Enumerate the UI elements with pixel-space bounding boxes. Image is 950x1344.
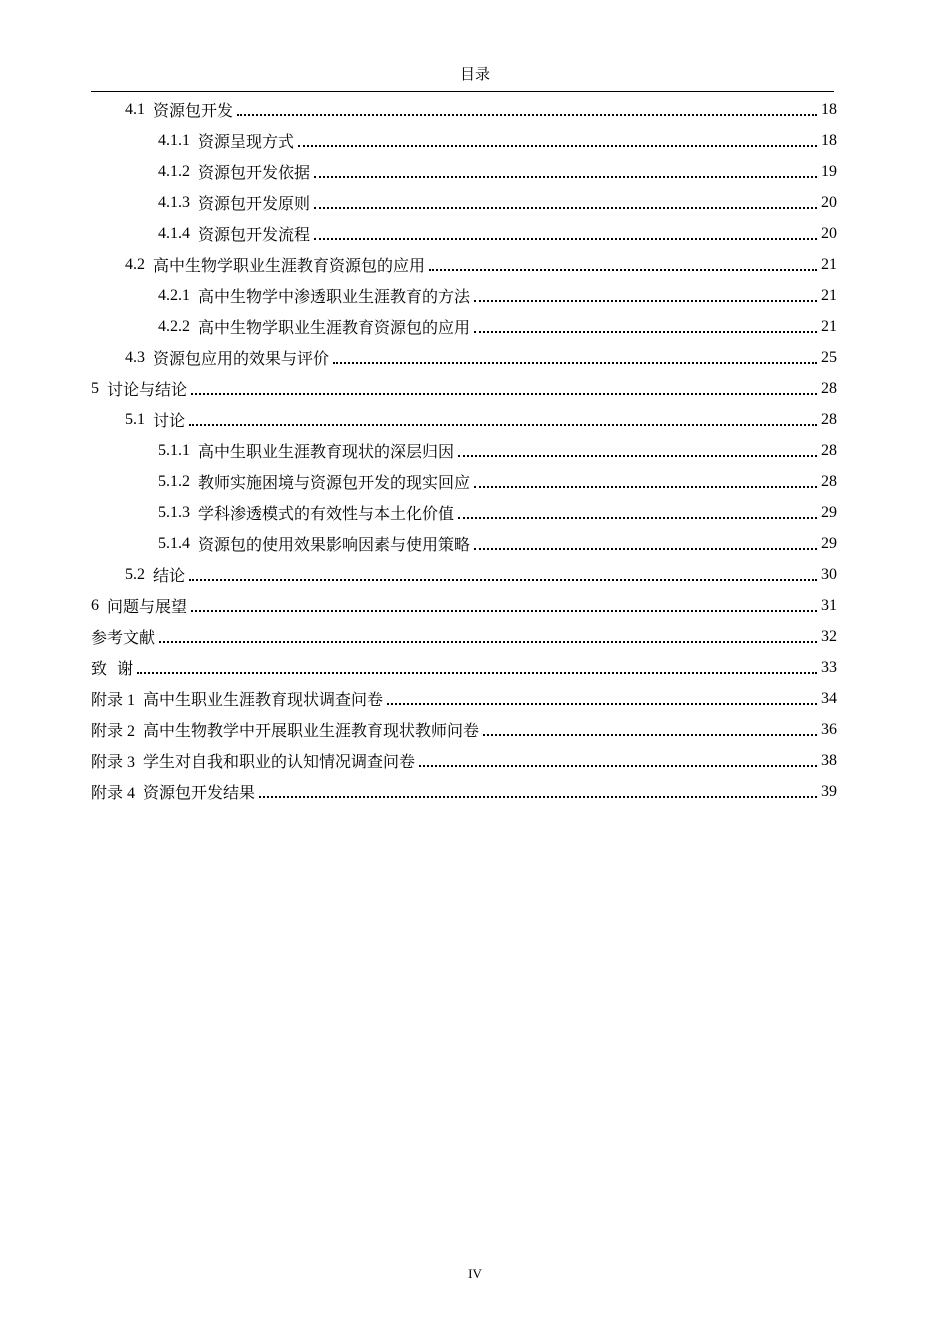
footer-page-number: IV <box>468 1266 482 1281</box>
toc-entry[interactable] <box>91 590 837 621</box>
toc-entry-text <box>158 129 294 152</box>
toc-entry-label: 致 谢 <box>91 659 134 678</box>
toc-leader-dots <box>333 361 817 364</box>
toc-entry-label: 高中生职业生涯教育现状调查问卷 <box>143 690 384 709</box>
page-header-title: 目录 <box>459 65 490 83</box>
toc-entry[interactable] <box>91 497 837 528</box>
toc-entry-page: 21 <box>821 317 837 335</box>
toc-entry-page: 19 <box>821 162 837 180</box>
toc-entry-page: 25 <box>821 348 837 366</box>
toc-entry-text <box>91 749 415 772</box>
toc-leader-dots <box>137 671 817 674</box>
toc-entry-page: 20 <box>821 193 837 211</box>
toc-entry-number: 5.1 <box>125 410 145 428</box>
toc-entry-page: 39 <box>821 782 837 800</box>
toc-entry-text <box>125 98 233 121</box>
header-rule <box>91 91 834 92</box>
toc-entry-text <box>91 594 187 617</box>
toc-leader-dots <box>314 175 817 178</box>
toc-entry-page: 29 <box>821 503 837 521</box>
toc-entry-page: 21 <box>821 255 837 273</box>
toc-entry-page: 28 <box>821 441 837 459</box>
toc-entry-text <box>158 160 310 183</box>
toc-entry-number: 5.2 <box>125 565 145 583</box>
toc-entry-number: 4.2.1 <box>158 286 190 304</box>
toc-entry-page: 34 <box>821 689 837 707</box>
toc-entry-number: 4.1.1 <box>158 131 190 149</box>
toc-entry-text <box>158 501 454 524</box>
toc-entry[interactable] <box>91 528 837 559</box>
toc-entry-text <box>91 780 255 803</box>
toc-entry-label: 高中生物学中渗透职业生涯教育的方法 <box>198 287 471 306</box>
toc-entry-number: 附录 2 <box>91 723 136 740</box>
toc-entry-text <box>91 377 187 400</box>
toc-entry-number: 4.3 <box>125 348 145 366</box>
toc-entry-page: 18 <box>821 131 837 149</box>
toc-entry-number: 4.1 <box>125 100 145 118</box>
toc-entry[interactable] <box>91 466 837 497</box>
toc-leader-dots <box>474 547 817 550</box>
toc-entry-page: 36 <box>821 720 837 738</box>
toc-leader-dots <box>191 392 817 395</box>
toc-leader-dots <box>259 795 817 798</box>
toc-entry-page: 31 <box>821 596 837 614</box>
toc-entry-number: 5.1.4 <box>158 534 190 552</box>
toc-entry-label: 教师实施困境与资源包开发的现实回应 <box>198 473 471 492</box>
toc-entry[interactable] <box>91 125 837 156</box>
toc-leader-dots <box>298 144 817 147</box>
toc-entry-number: 附录 3 <box>91 754 136 771</box>
toc-entry-page: 33 <box>821 658 837 676</box>
toc-entry[interactable] <box>91 621 837 652</box>
toc-leader-dots <box>458 454 817 457</box>
toc-entry-page: 20 <box>821 224 837 242</box>
toc-entry-text <box>91 687 383 710</box>
toc-entry-label: 高中生职业生涯教育现状的深层归因 <box>198 442 455 461</box>
toc-entry-page: 28 <box>821 472 837 490</box>
toc-entry-text <box>91 718 479 741</box>
toc-entry-number: 6 <box>91 596 99 614</box>
toc-entry-text <box>158 222 310 245</box>
toc-entry-number: 附录 4 <box>91 785 136 802</box>
toc-entry[interactable] <box>91 373 837 404</box>
toc-entry-number: 5.1.3 <box>158 503 190 521</box>
toc-entry-number: 4.2.2 <box>158 317 190 335</box>
toc-entry-page: 30 <box>821 565 837 583</box>
toc-entry-page: 21 <box>821 286 837 304</box>
toc-entry-label: 学生对自我和职业的认知情况调查问卷 <box>143 752 416 771</box>
toc-entry-label: 资源呈现方式 <box>198 132 295 151</box>
toc-entry-text <box>158 470 470 493</box>
toc-entry[interactable] <box>91 745 837 776</box>
toc-entry-label: 高中生物教学中开展职业生涯教育现状教师问卷 <box>143 721 480 740</box>
toc-leader-dots <box>483 733 817 736</box>
toc-entry-label: 参考文献 <box>91 628 156 647</box>
toc-entry-label: 高中生物学职业生涯教育资源包的应用 <box>198 318 471 337</box>
toc-entry[interactable] <box>91 311 837 342</box>
toc-leader-dots <box>419 764 817 767</box>
toc-entry-label: 资源包开发流程 <box>198 225 311 244</box>
toc-entry-text <box>158 315 470 338</box>
toc-entry[interactable] <box>91 404 837 435</box>
toc-entry-text <box>91 625 155 648</box>
toc-entry-label: 资源包开发原则 <box>198 194 311 213</box>
toc-entry-text <box>158 284 470 307</box>
toc-entry-label: 资源包开发依据 <box>198 163 311 182</box>
toc-entry-label: 资源包的使用效果影响因素与使用策略 <box>198 535 471 554</box>
toc-leader-dots <box>387 702 817 705</box>
toc-leader-dots <box>458 516 817 519</box>
toc-entry-label: 讨论 <box>153 411 186 430</box>
toc-entry-text <box>125 253 425 276</box>
toc-leader-dots <box>314 237 817 240</box>
toc-entry-number: 5 <box>91 379 99 397</box>
toc-entry-page: 28 <box>821 410 837 428</box>
toc-leader-dots <box>189 423 817 426</box>
toc-entry[interactable] <box>91 776 837 807</box>
toc-entry[interactable] <box>91 342 837 373</box>
toc-entry-page: 29 <box>821 534 837 552</box>
toc-entry-label: 讨论与结论 <box>107 380 188 399</box>
toc-entry-number: 附录 1 <box>91 692 136 709</box>
toc-leader-dots <box>474 330 817 333</box>
toc-entry-label: 资源包开发 <box>153 101 234 120</box>
toc-entry-label: 结论 <box>153 566 186 585</box>
toc-entry[interactable] <box>91 683 837 714</box>
toc-entry-number: 4.1.2 <box>158 162 190 180</box>
toc-entry-text <box>125 563 185 586</box>
toc-entry[interactable] <box>91 280 837 311</box>
toc-entry-text <box>125 408 185 431</box>
table-of-contents <box>91 94 837 807</box>
toc-entry[interactable] <box>91 249 837 280</box>
toc-entry-page: 32 <box>821 627 837 645</box>
toc-entry-label: 问题与展望 <box>107 597 188 616</box>
toc-entry[interactable] <box>91 559 837 590</box>
toc-entry-page: 28 <box>821 379 837 397</box>
toc-leader-dots <box>159 640 817 643</box>
toc-leader-dots <box>474 299 817 302</box>
toc-entry[interactable] <box>91 187 837 218</box>
toc-entry-number: 4.1.4 <box>158 224 190 242</box>
toc-leader-dots <box>314 206 817 209</box>
toc-entry[interactable] <box>91 156 837 187</box>
toc-entry-label: 学科渗透模式的有效性与本土化价值 <box>198 504 455 523</box>
toc-entry-label: 资源包应用的效果与评价 <box>153 349 330 368</box>
toc-entry-number: 4.2 <box>125 255 145 273</box>
toc-entry[interactable] <box>91 218 837 249</box>
toc-leader-dots <box>191 609 817 612</box>
toc-entry-number: 5.1.1 <box>158 441 190 459</box>
toc-entry-text <box>125 346 329 369</box>
toc-entry-text <box>158 191 310 214</box>
toc-entry-text <box>158 439 454 462</box>
toc-leader-dots <box>474 485 817 488</box>
toc-entry[interactable] <box>91 94 837 125</box>
toc-entry[interactable] <box>91 714 837 745</box>
toc-entry[interactable] <box>91 435 837 466</box>
toc-leader-dots <box>429 268 817 271</box>
toc-entry-label: 高中生物学职业生涯教育资源包的应用 <box>153 256 426 275</box>
toc-entry-page: 38 <box>821 751 837 769</box>
toc-leader-dots <box>237 113 817 116</box>
toc-entry-number: 5.1.2 <box>158 472 190 490</box>
toc-entry-number: 4.1.3 <box>158 193 190 211</box>
toc-entry-page: 18 <box>821 100 837 118</box>
toc-entry-text <box>91 656 133 679</box>
toc-entry[interactable] <box>91 652 837 683</box>
toc-leader-dots <box>189 578 817 581</box>
toc-entry-label: 资源包开发结果 <box>143 783 256 802</box>
toc-entry-text <box>158 532 470 555</box>
